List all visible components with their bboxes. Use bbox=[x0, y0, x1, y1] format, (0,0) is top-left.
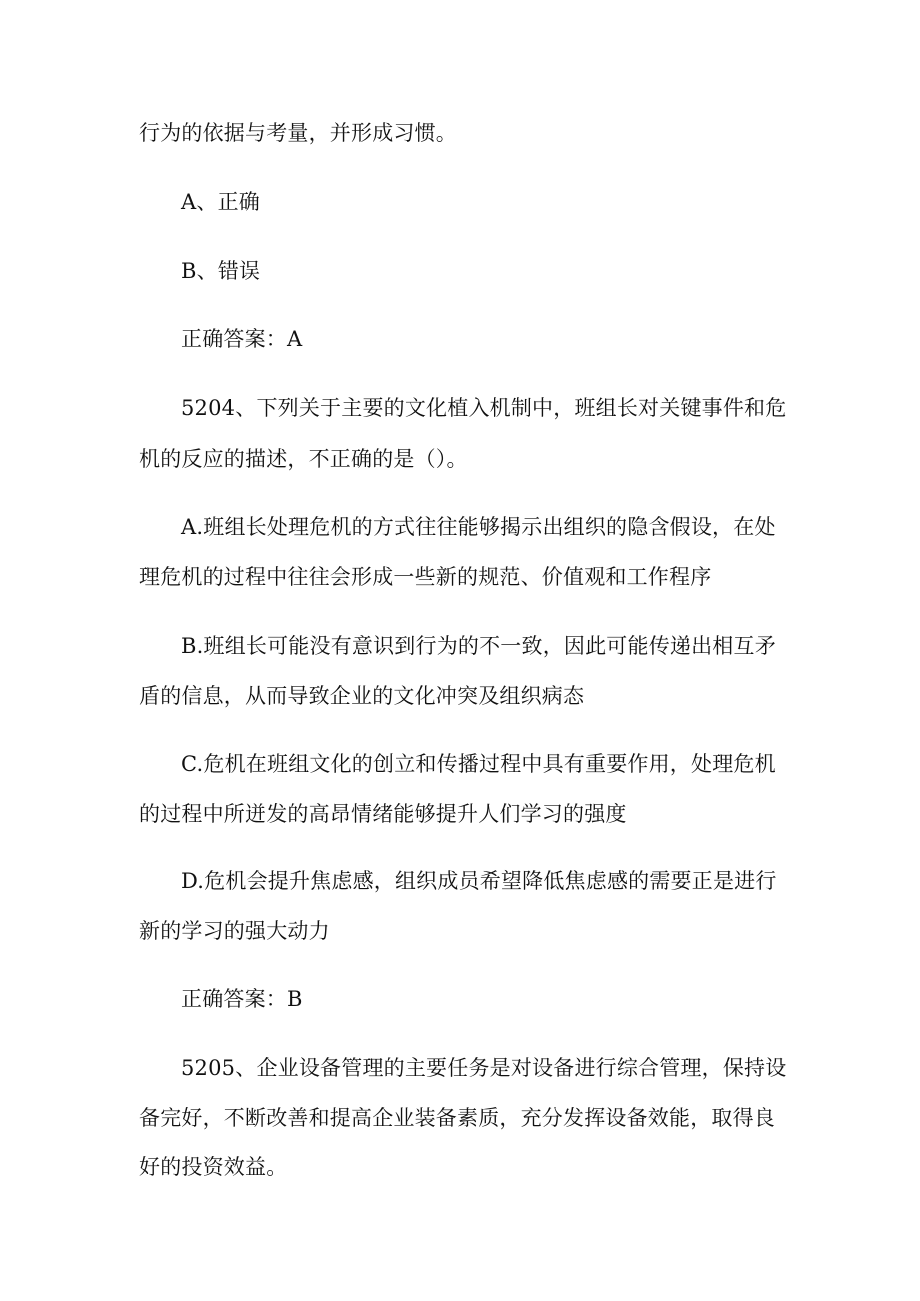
q5204-option-d-line1: D.危机会提升焦虑感，组织成员希望降低焦虑感的需要正是进行 bbox=[181, 869, 777, 893]
prev-option-b: B、错误 bbox=[181, 259, 261, 283]
q5204-option-c-line1: C.危机在班组文化的创立和传播过程中具有重要作用，处理危机 bbox=[181, 752, 776, 776]
q5204-option-a-line2: 理危机的过程中往往会形成一些新的规范、价值观和工作程序 bbox=[139, 565, 712, 589]
q5204-stem-line2: 机的反应的描述，不正确的是（）。 bbox=[139, 447, 468, 471]
q5204-option-a-line1: A.班组长处理危机的方式往往能够揭示出组织的隐含假设，在处 bbox=[181, 515, 776, 539]
q5204-answer: 正确答案：B bbox=[181, 987, 303, 1011]
q5205-stem-line3: 好的投资效益。 bbox=[139, 1155, 288, 1179]
prev-answer: 正确答案：A bbox=[181, 327, 303, 351]
q5204-option-b-line2: 盾的信息，从而导致企业的文化冲突及组织病态 bbox=[139, 684, 585, 708]
q5205-stem-line2: 备完好，不断改善和提高企业装备素质，充分发挥设备效能，取得良 bbox=[139, 1106, 775, 1130]
q5204-stem-line1: 5204、下列关于主要的文化植入机制中，班组长对关键事件和危 bbox=[181, 396, 787, 420]
q5204-option-b-line1: B.班组长可能没有意识到行为的不一致，因此可能传递出相互矛 bbox=[181, 634, 776, 658]
q5205-stem-line1: 5205、企业设备管理的主要任务是对设备进行综合管理，保持设 bbox=[181, 1056, 787, 1080]
prev-question-tail: 行为的依据与考量，并形成习惯。 bbox=[139, 121, 457, 145]
q5204-option-d-line2: 新的学习的强大动力 bbox=[139, 919, 330, 943]
prev-option-a: A、正确 bbox=[181, 190, 260, 214]
q5204-option-c-line2: 的过程中所迸发的高昂情绪能够提升人们学习的强度 bbox=[139, 802, 627, 826]
